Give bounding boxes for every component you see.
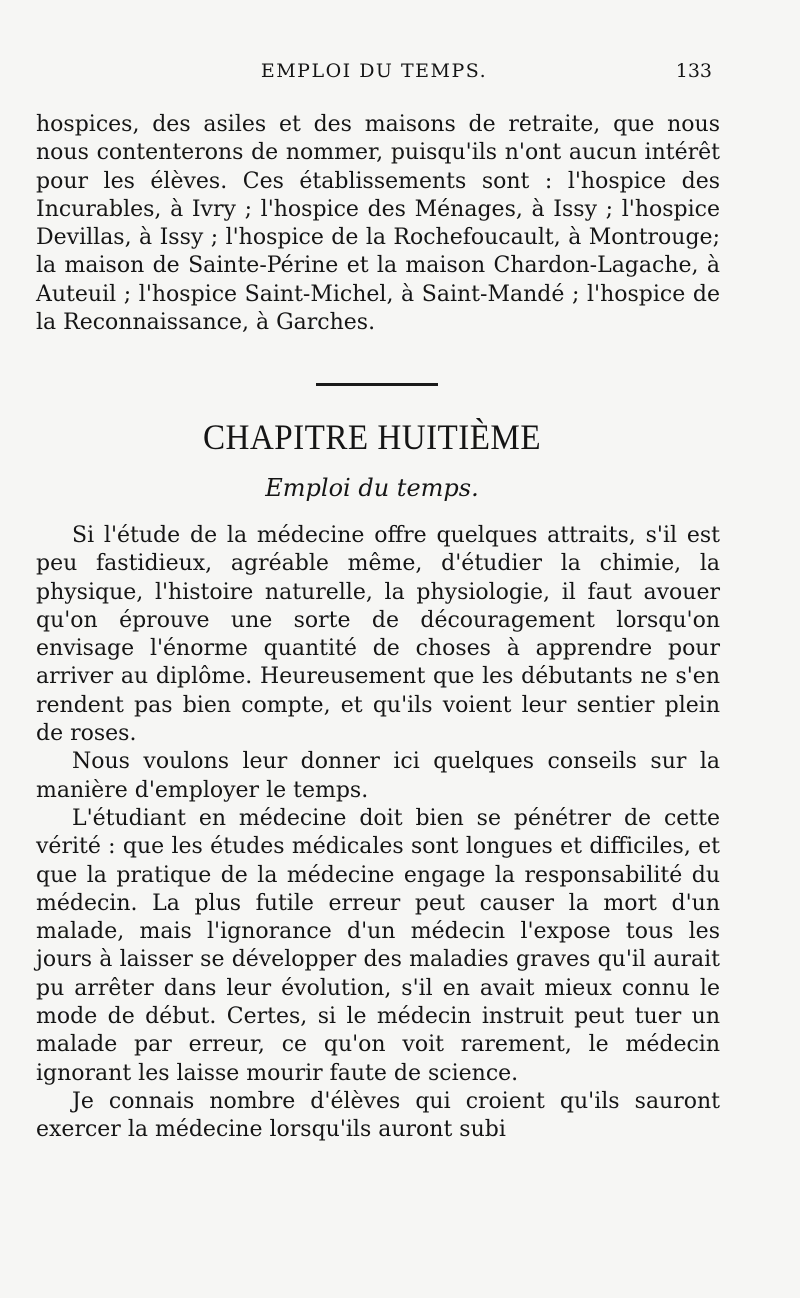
- body-paragraph: Nous voulons leur donner ici quelques conseils sur la manière d'employer le temps.: [36, 749, 720, 803]
- running-header: [36, 60, 712, 90]
- running-title: EMPLOI DU TEMPS.: [260, 60, 488, 82]
- body-paragraph: Si l'étude de la médecine offre quelques attraits, s'il est peu fastidieux, agréable même, d'étudier la chimie, la physique, l'histoire naturelle, la physiologie, il faut avouer qu'on éprouve une sorte de découragement lorsqu'on envisage l'énorme quantité de choses à apprendre pour arriver au diplôme. Heureusement que les débutants ne s'en rendent pas bien compte, et qu'ils voient leur sentier plein de roses.: [36, 523, 720, 747]
- chapter-title: CHAPITRE HUITIÈME: [202, 417, 542, 457]
- page-number: 133: [675, 60, 712, 82]
- body-paragraph: L'étudiant en médecine doit bien se pénétrer de cette vérité : que les études médicales sont longues et difficiles, et que la pratique de la médecine engage la responsabilité du médecin. La plus futile erreur peut causer la mort d'un malade, mais l'ignorance d'un médecin l'expose tous les jours à laisser se développer des maladies graves qu'il aurait pu arrêter dans leur évolution, s'il en avait mieux connu le mode de début. Certes, si le médecin instruit peut tuer un malade par erreur, ce qu'on voit rarement, le médecin ignorant les laisse mourir faute de science.: [36, 805, 720, 1086]
- continuation-paragraph: hospices, des asiles et des maisons de retraite, que nous nous contenterons de nommer, puisqu'ils n'ont aucun intérêt pour les élèves. Ces établissements sont : l'hospice des Incurables, à Ivry ; l'hospice des Ménages, à Issy ; l'hospice Devillas, à Issy ; l'hospice de la Rochefoucault, à Montrouge; la maison de Sainte-Périne et la maison Chardon-Lagache, à Auteuil ; l'hospice Saint-Michel, à Saint-Mandé ; l'hospice de la Reconnaissance, à Garches.: [36, 112, 720, 336]
- chapter-subtitle: Emploi du temps.: [265, 474, 479, 502]
- section-divider-rule: [316, 383, 438, 386]
- body-paragraph: Je connais nombre d'élèves qui croient qu'ils sauront exercer la médecine lorsqu'ils auront subi: [36, 1088, 720, 1143]
- chapter-body: [36, 522, 720, 1145]
